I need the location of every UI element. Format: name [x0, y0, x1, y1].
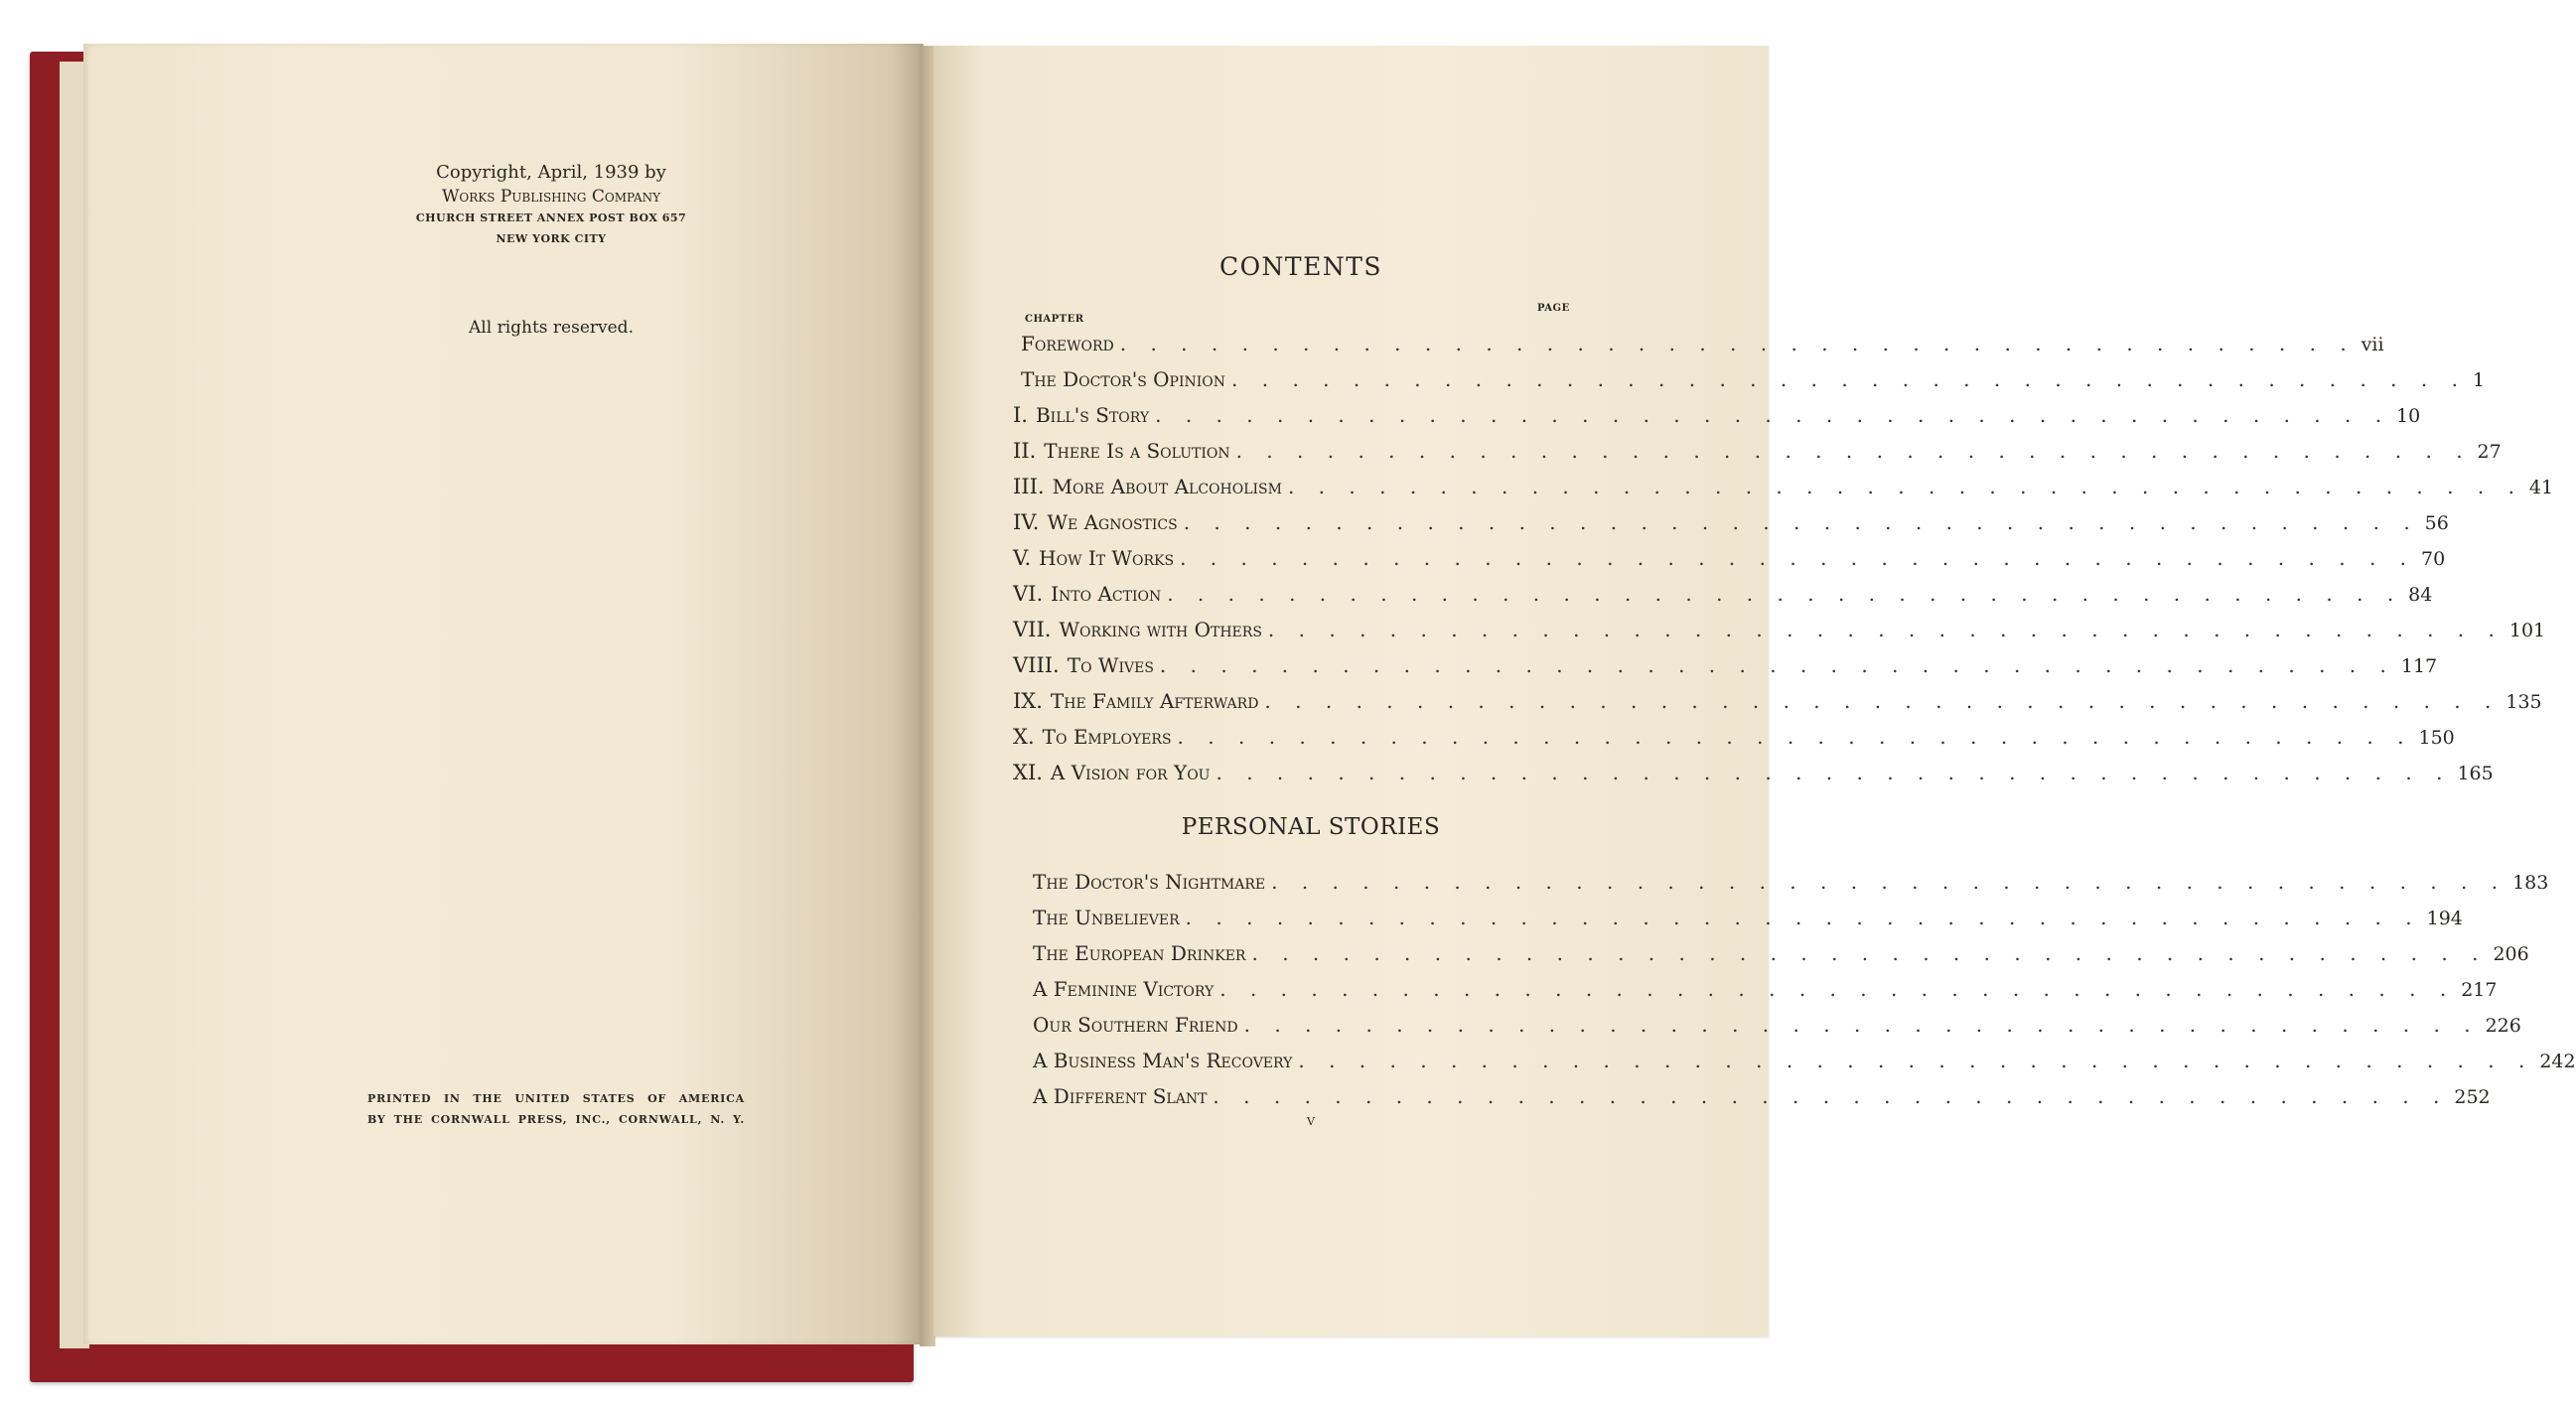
page-number: 41	[2528, 477, 2554, 498]
chapter-number: X.	[1013, 725, 1035, 749]
dot-leader: . . . . . . . . . . . . . . . . . . . . . . . . . . . . . . . . . . . . . . . . .	[1235, 439, 2472, 463]
page-number: 252	[2454, 1086, 2491, 1108]
dot-leader: . . . . . . . . . . . . . . . . . . . . . . . . . . . . . . . . . . . . . . . . .	[1298, 1049, 2534, 1072]
dot-leader: . . . . . . . . . . . . . . . . . . . . . . . . . . . . . . . . . . . . . . . . .	[1213, 1084, 2449, 1108]
page-number: 183	[2512, 872, 2549, 894]
dot-leader: . . . . . . . . . . . . . . . . . . . . . . . . . . . . . . . . . . . . . . . . .	[1216, 761, 2452, 784]
chapter-number: IX.	[1013, 689, 1043, 713]
dot-leader: . . . . . . . . . . . . . . . . . . . . . . . . . . . . . . . . . . . . . . . . .	[1264, 689, 2501, 713]
chapter-title: A Vision for You	[1050, 761, 1211, 784]
page-number: 10	[2396, 405, 2421, 427]
copyright-line: Copyright, April, 1939 by	[436, 162, 666, 183]
story-title: A Feminine Victory	[1033, 977, 1215, 1001]
page-number: 242	[2539, 1051, 2576, 1072]
chapter-number: II.	[1013, 439, 1037, 463]
story-row	[1033, 1072, 2491, 1108]
dot-leader: . . . . . . . . . . . . . . . . . . . . . . . . . . . . . . . . . . . . . . . . .	[1219, 977, 2456, 1001]
page-column-label: PAGE	[1537, 303, 1570, 314]
contents-title: CONTENTS	[1218, 252, 1383, 281]
story-title: The Unbeliever	[1033, 906, 1180, 929]
chapter-row	[1013, 427, 2502, 463]
chapter-list	[1013, 320, 2554, 784]
chapter-row	[1013, 391, 2421, 427]
dot-leader: . . . . . . . . . . . . . . . . . . . . . . . . . . . . . . . . . . . . . . . . .	[1251, 941, 2488, 965]
chapter-title: To Employers	[1042, 725, 1172, 749]
dot-leader: . . . . . . . . . . . . . . . . . . . . . . . . . . . . . . . . . . . . . . . . .	[1183, 510, 2419, 534]
story-list	[1033, 858, 2576, 1108]
chapter-row	[1013, 463, 2554, 498]
story-row	[1033, 929, 2529, 965]
chapter-number: I.	[1013, 403, 1028, 427]
page-number: 70	[2421, 548, 2446, 570]
page-number: 217	[2461, 979, 2498, 1001]
chapter-row	[1013, 570, 2433, 606]
chapter-row	[1013, 713, 2455, 749]
chapter-row	[1013, 320, 2384, 355]
page-number: 84	[2408, 584, 2433, 606]
chapter-number: XI.	[1013, 761, 1043, 784]
chapter-number: IV.	[1013, 510, 1040, 534]
dot-leader: . . . . . . . . . . . . . . . . . . . . . . . . . . . . . . . . . . . . . . . . .	[1287, 475, 2523, 498]
story-title: The Doctor's Nightmare	[1033, 870, 1266, 894]
page-number: 101	[2508, 620, 2546, 641]
page-number: 165	[2457, 763, 2494, 784]
publisher-name: Works Publishing Company	[441, 187, 661, 207]
chapter-title: We Agnostics	[1047, 510, 1178, 534]
chapter-number: VIII.	[1013, 653, 1060, 677]
page-folio: v	[1307, 1110, 1315, 1129]
chapter-title: Foreword	[1021, 332, 1114, 355]
page-number: 27	[2477, 441, 2502, 463]
chapter-number: III.	[1013, 475, 1045, 498]
story-row	[1033, 1001, 2521, 1037]
page-number: vii	[2361, 334, 2384, 355]
dot-leader: . . . . . . . . . . . . . . . . . . . . . . . . . . . . . . . . . . . . . . . . .	[1180, 546, 2416, 570]
chapter-number: VI.	[1013, 582, 1044, 606]
printer-line-1: PRINTED IN THE UNITED STATES OF AMERICA	[367, 1092, 745, 1105]
chapter-row	[1013, 534, 2446, 570]
dot-leader: . . . . . . . . . . . . . . . . . . . . . . . . . . . . . . . . . . . . . . . . .	[1267, 618, 2504, 641]
dot-leader: . . . . . . . . . . . . . . . . . . . . . . . . . . . . . . . . . . . . . . . . .	[1167, 582, 2403, 606]
chapter-number: VII.	[1013, 618, 1052, 641]
story-row	[1033, 858, 2549, 894]
chapter-title: Working with Others	[1059, 618, 1262, 641]
publisher-city: NEW YORK CITY	[496, 232, 607, 245]
chapter-column-label: CHAPTER	[1025, 314, 1084, 325]
chapter-row	[1013, 355, 2486, 391]
chapter-number: V.	[1013, 546, 1032, 570]
publisher-address: CHURCH STREET ANNEX POST BOX 657	[415, 211, 687, 224]
chapter-title: More About Alcoholism	[1052, 475, 1282, 498]
chapter-row	[1013, 677, 2542, 713]
story-title: The European Drinker	[1033, 941, 1246, 965]
dot-leader: . . . . . . . . . . . . . . . . . . . . . . . . . . . . . . . . . . . . . . . . .	[1119, 332, 2356, 355]
stories-title: PERSONAL STORIES	[1181, 814, 1441, 840]
printer-line-2: BY THE CORNWALL PRESS, INC., CORNWALL, N. Y.	[367, 1113, 745, 1126]
chapter-row	[1013, 498, 2449, 534]
story-row	[1033, 965, 2498, 1001]
chapter-title: The Doctor's Opinion	[1021, 367, 1226, 391]
story-title: A Business Man's Recovery	[1033, 1049, 1293, 1072]
chapter-row	[1013, 606, 2546, 641]
page-number: 56	[2424, 512, 2449, 534]
chapter-title: To Wives	[1067, 653, 1154, 677]
dot-leader: . . . . . . . . . . . . . . . . . . . . . . . . . . . . . . . . . . . . . . . . .	[1185, 906, 2421, 929]
chapter-title: The Family Afterward	[1050, 689, 1259, 713]
story-title: Our Southern Friend	[1033, 1013, 1238, 1037]
copyright-block	[387, 159, 715, 249]
page-number: 117	[2400, 655, 2438, 677]
chapter-row	[1013, 749, 2494, 784]
dot-leader: . . . . . . . . . . . . . . . . . . . . . . . . . . . . . . . . . . . . . . . . .	[1271, 870, 2507, 894]
story-title: A Different Slant	[1033, 1084, 1208, 1108]
dot-leader: . . . . . . . . . . . . . . . . . . . . . . . . . . . . . . . . . . . . . . . . .	[1155, 403, 2391, 427]
printer-imprint	[367, 1088, 745, 1130]
chapter-title: How It Works	[1039, 546, 1175, 570]
page-number: 135	[2505, 691, 2542, 713]
rights-statement: All rights reserved.	[469, 318, 634, 338]
dot-leader: . . . . . . . . . . . . . . . . . . . . . . . . . . . . . . . . . . . . . . . . .	[1231, 367, 2467, 391]
page-number: 1	[2472, 369, 2486, 391]
page-number: 150	[2418, 727, 2455, 749]
chapter-title: There Is a Solution	[1044, 439, 1230, 463]
dot-leader: . . . . . . . . . . . . . . . . . . . . . . . . . . . . . . . . . . . . . . . . .	[1159, 653, 2395, 677]
chapter-title: Into Action	[1051, 582, 1162, 606]
page-number: 206	[2493, 943, 2529, 965]
chapter-title: Bill's Story	[1035, 403, 1150, 427]
page-number: 194	[2426, 908, 2463, 929]
dot-leader: . . . . . . . . . . . . . . . . . . . . . . . . . . . . . . . . . . . . . . . . .	[1243, 1013, 2480, 1037]
page-number: 226	[2485, 1015, 2521, 1037]
chapter-row	[1013, 641, 2438, 677]
dot-leader: . . . . . . . . . . . . . . . . . . . . . . . . . . . . . . . . . . . . . . . . .	[1177, 725, 2413, 749]
story-row	[1033, 894, 2463, 929]
story-row	[1033, 1037, 2576, 1072]
